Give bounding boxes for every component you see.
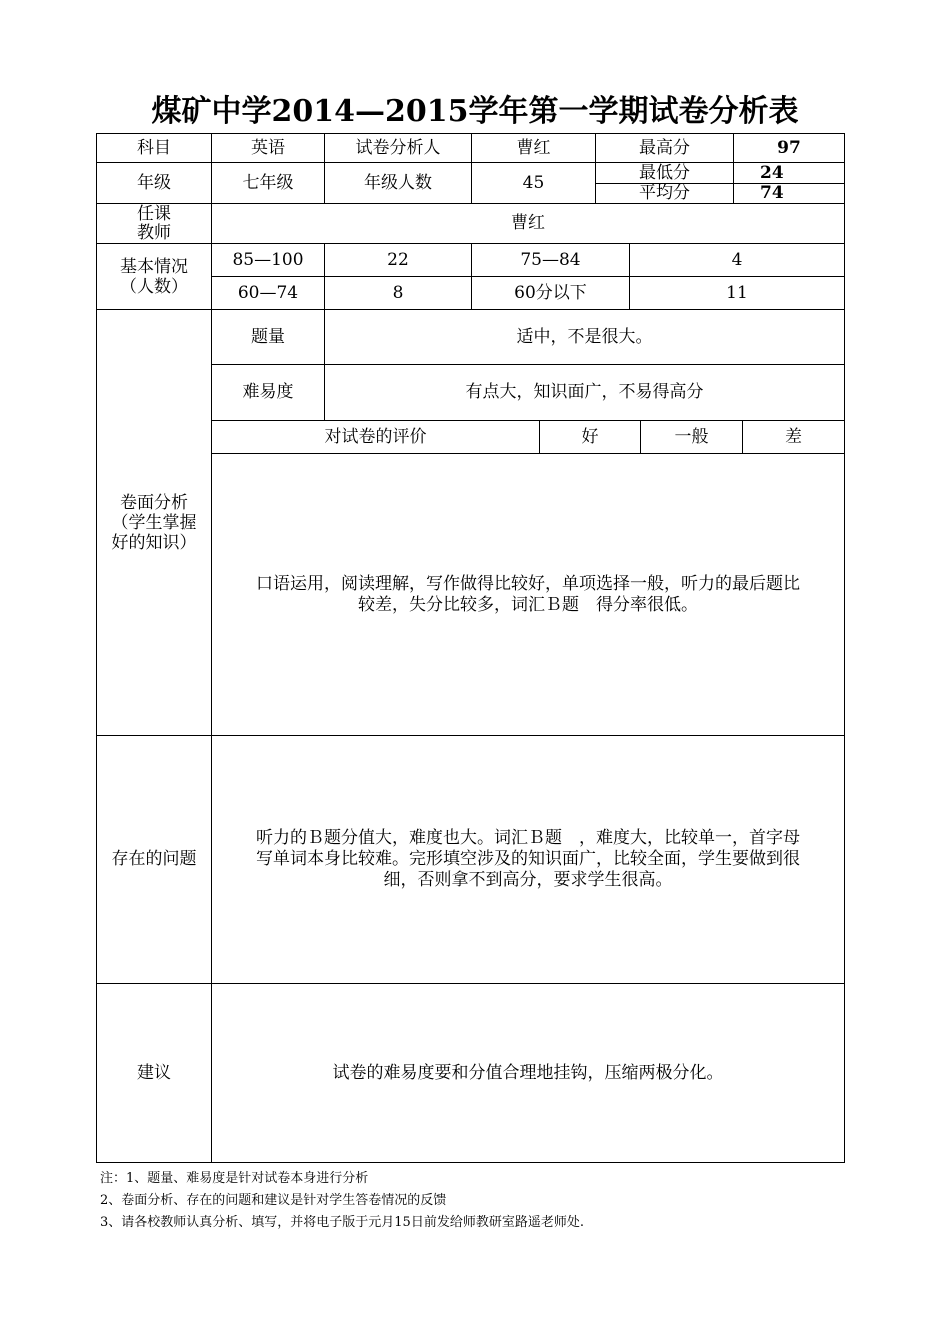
footnote: 2、卷面分析、存在的问题和建议是针对学生答卷情况的反馈 xyxy=(100,1193,447,1208)
problems-label: 存在的问题 xyxy=(111,849,197,869)
paper-analysis-label-line-3: 好的知识） xyxy=(111,532,197,553)
analyst-value: 曹红 xyxy=(516,137,551,158)
quantity-value: 适中，不是很大。 xyxy=(516,326,653,347)
paper-analysis-label-line-2: （学生掌握 xyxy=(111,512,197,533)
paper-analysis-label-line-1: 卷面分析 xyxy=(120,492,188,513)
analysis-line: 较差，失分比较多，词汇Ｂ题 得分率很低。 xyxy=(358,594,698,615)
eval-good-option: 好 xyxy=(581,426,599,447)
min-score-value: 24 xyxy=(760,162,784,183)
problems-text xyxy=(212,736,844,983)
range-cell: 75—84 xyxy=(520,249,581,270)
range-cell: 85—100 xyxy=(232,249,304,270)
footnote: 3、请各校教师认真分析、填写，并将电子版于元月15日前发给师教研室路遥老师处. xyxy=(100,1215,584,1230)
max-score-label: 最高分 xyxy=(639,137,690,158)
avg-score-value: 74 xyxy=(760,183,784,203)
subject-value: 英语 xyxy=(251,137,285,158)
range-cell: 60—74 xyxy=(237,282,299,303)
difficulty-value: 有点大，知识面广，不易得高分 xyxy=(465,382,704,402)
count-cell: 4 xyxy=(731,249,743,270)
min-score-label: 最低分 xyxy=(639,162,690,183)
count-cell: 8 xyxy=(392,282,404,303)
footnote: 注：1、题量、难易度是针对试卷本身进行分析 xyxy=(100,1171,369,1186)
grade-value: 七年级 xyxy=(242,172,294,193)
difficulty-label: 难易度 xyxy=(242,382,294,402)
problems-line: 细，否则拿不到高分，要求学生很高。 xyxy=(383,870,673,890)
analysis-line: 口语运用，阅读理解，写作做得比较好，单项选择一般，听力的最后题比 xyxy=(256,573,800,594)
count-cell: 11 xyxy=(726,282,748,303)
teacher-label-line-1: 任课 xyxy=(137,203,171,224)
basic-label-line-2: （人数） xyxy=(120,276,188,297)
teacher-label-line-2: 教师 xyxy=(137,222,171,243)
max-score-value: 97 xyxy=(777,137,801,158)
range-cell: 60分以下 xyxy=(514,282,587,303)
knowledge-analysis-text xyxy=(212,454,844,735)
problems-line: 听力的Ｂ题分值大，难度也大。词汇Ｂ题 ，难度大，比较单一，首字母 xyxy=(256,828,800,848)
count-cell: 22 xyxy=(387,249,409,270)
teacher-label xyxy=(97,204,211,243)
analyst-label: 试卷分析人 xyxy=(355,137,441,158)
grade-label: 年级 xyxy=(137,172,171,193)
eval-normal-option: 一般 xyxy=(674,426,709,447)
quantity-label: 题量 xyxy=(251,326,285,347)
page-title: 煤矿中学2014—2015学年第一学期试卷分析表 xyxy=(151,94,799,129)
basic-label xyxy=(97,244,211,309)
basic-label-line-1: 基本情况 xyxy=(120,256,188,277)
subject-label: 科目 xyxy=(137,137,171,158)
suggestion-text: 试卷的难易度要和分值合理地挂钩，压缩两极分化。 xyxy=(332,1062,724,1083)
problems-line: 写单词本身比较难。完形填空涉及的知识面广，比较全面，学生要做到很 xyxy=(256,849,800,869)
student-count-label: 年级人数 xyxy=(364,172,432,193)
paper-analysis-label xyxy=(97,310,211,735)
teacher-value: 曹红 xyxy=(511,213,545,233)
avg-score-label: 平均分 xyxy=(639,183,690,203)
evaluation-label: 对试卷的评价 xyxy=(324,426,427,447)
eval-poor-option: 差 xyxy=(785,426,802,447)
suggestion-label: 建议 xyxy=(137,1062,171,1083)
student-count-value: 45 xyxy=(522,172,545,193)
